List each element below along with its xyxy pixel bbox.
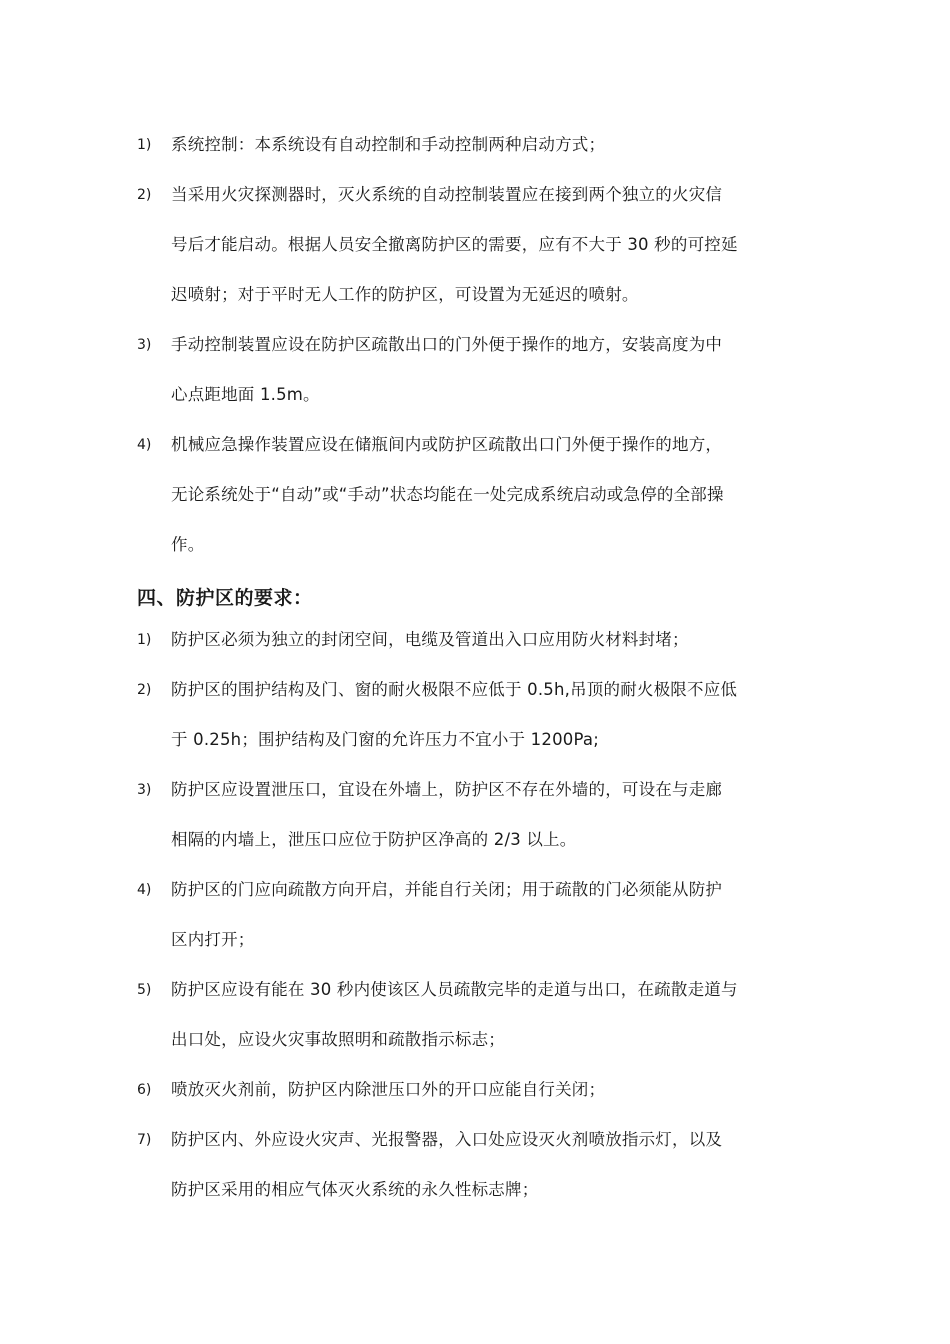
item-text: 防护区内、外应设火灾声、光报警器，入口处应设灭火剂喷放指示灯，以及 防护区采用的相应气体灭火系统的永久性标志牌；	[171, 1130, 723, 1199]
item-number: 1)	[137, 632, 152, 648]
item-text: 机械应急操作装置应设在储瓶间内或防护区疏散出口门外便于操作的地方， 无论系统处于“自动”或“手动”状态均能在一处完成系统启动或急停的全部操 作。	[171, 435, 724, 554]
item-number: 2)	[137, 187, 152, 203]
item-text: 当采用火灾探测器时，灭火系统的自动控制装置应在接到两个独立的火灾信 号后才能启动。根据人员安全撤离防护区的需要，应有不大于 30 秒的可控延 迟喷射；对于平时无人工作的防护区，可设置为无延迟的喷射。	[171, 185, 738, 304]
item-number: 4)	[137, 882, 152, 898]
list-item	[0, 615, 950, 665]
item-number: 6)	[137, 1082, 152, 1098]
item-text: 手动控制装置应设在防护区疏散出口的门外便于操作的地方，安装高度为中 心点距地面 1.5m。	[171, 335, 723, 404]
item-text: 防护区的门应向疏散方向开启，并能自行关闭；用于疏散的门必须能从防护 区内打开；	[171, 880, 723, 949]
item-number: 3)	[137, 337, 152, 353]
item-text: 防护区应设有能在 30 秒内使该区人员疏散完毕的走道与出口，在疏散走道与 出口处，应设火灾事故照明和疏散指示标志；	[171, 980, 738, 1049]
item-text: 防护区必须为独立的封闭空间，电缆及管道出入口应用防火材料封堵；	[171, 630, 689, 649]
list-item	[0, 765, 950, 865]
list-item	[0, 865, 950, 965]
list-item	[0, 170, 950, 320]
item-number: 7)	[137, 1132, 152, 1148]
item-number: 5)	[137, 982, 152, 998]
list-item	[0, 1065, 950, 1115]
protection-zone-requirements-list	[0, 615, 950, 1215]
item-number: 4)	[137, 437, 152, 453]
item-number: 2)	[137, 682, 152, 698]
section-heading: 四、防护区的要求：	[137, 587, 313, 609]
item-text: 防护区的围护结构及门、窗的耐火极限不应低于 0.5h,吊顶的耐火极限不应低 于 0.25h；围护结构及门窗的允许压力不宜小于 1200Pa;	[171, 680, 738, 749]
list-item	[0, 665, 950, 765]
control-requirements-list	[0, 120, 950, 570]
item-number: 3)	[137, 782, 152, 798]
item-text: 系统控制：本系统设有自动控制和手动控制两种启动方式；	[171, 135, 606, 154]
list-item	[0, 1115, 950, 1215]
item-number: 1)	[137, 137, 152, 153]
list-item	[0, 120, 950, 170]
list-item	[0, 965, 950, 1065]
item-text: 防护区应设置泄压口，宜设在外墙上，防护区不存在外墙的，可设在与走廊 相隔的内墙上，泄压口应位于防护区净高的 2/3 以上。	[171, 780, 723, 849]
list-item	[0, 420, 950, 570]
item-text: 喷放灭火剂前，防护区内除泄压口外的开口应能自行关闭；	[171, 1080, 606, 1099]
list-item	[0, 320, 950, 420]
